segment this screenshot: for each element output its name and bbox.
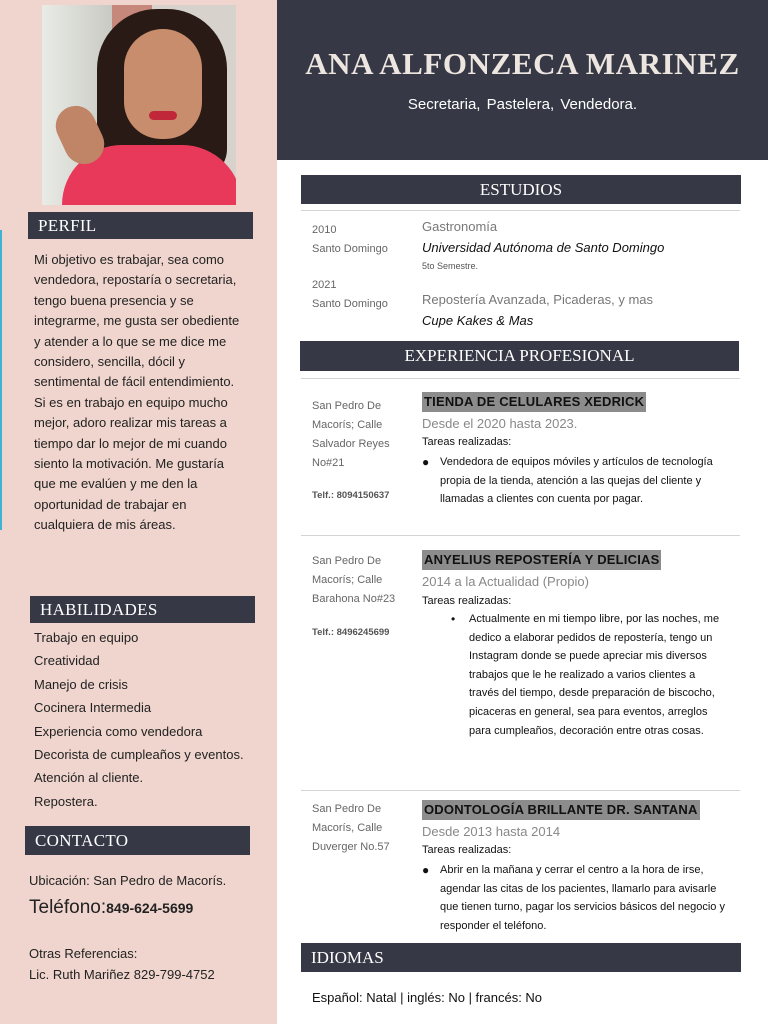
divider <box>301 535 740 536</box>
education-meta <box>312 276 388 314</box>
skills-list <box>34 626 244 813</box>
profile-photo <box>42 5 236 205</box>
job-phone: Telf.: 8094150637 <box>312 490 390 501</box>
skill-item: Repostera. <box>34 793 98 809</box>
divider <box>301 790 740 791</box>
languages-text: Español: Natal | inglés: No | francés: No <box>312 990 543 1005</box>
references-label: Otras Referencias: <box>29 946 138 961</box>
job-company: ANYELIUS REPOSTERÍA Y DELICIAS <box>422 550 661 570</box>
contact-location: Ubicación: San Pedro de Macorís. <box>29 873 227 888</box>
contact-phone <box>29 897 193 919</box>
job-period: Desde 2013 hasta 2014 <box>422 824 561 839</box>
skill-item: Decorista de cumpleaños y eventos. <box>34 746 244 762</box>
candidate-name: ANA ALFONZECA MARINEZ <box>305 46 740 81</box>
job-period: 2014 a la Actualidad (Propio) <box>422 574 589 589</box>
education-meta <box>312 221 388 259</box>
bullet-icon: ● <box>422 863 430 877</box>
education-heading: ESTUDIOS <box>301 175 741 204</box>
job-location: San Pedro De Macorís; Calle Salvador Reyes No#21 <box>312 400 390 469</box>
phone-label: Teléfono: <box>29 897 107 918</box>
job-phone: Telf.: 8496245699 <box>312 627 390 638</box>
education-note: 5to Semestre. <box>422 261 479 271</box>
divider <box>301 378 740 379</box>
bullet-icon: ● <box>422 455 430 469</box>
education-place: Santo Domingo <box>312 243 388 255</box>
skill-item: Manejo de crisis <box>34 676 128 692</box>
skill-item: Atención al cliente. <box>34 770 144 786</box>
phone-number: 849-624-5699 <box>106 900 194 916</box>
job-task-text: Vendedora de equipos móviles y artículos de tecnología propia de la tienda, atención a las quejas del cliente y llamadas a clientes con cuenta por pagar. <box>440 456 713 506</box>
perfil-heading: PERFIL <box>28 212 253 239</box>
education-title: Repostería Avanzada, Picaderas, y mas <box>422 292 653 307</box>
job-period: Desde el 2020 hasta 2023. <box>422 416 578 431</box>
education-place: Santo Domingo <box>312 298 388 310</box>
education-title: Gastronomía <box>422 219 498 234</box>
education-institution: Cupe Kakes & Mas <box>422 313 534 328</box>
skill-item: Creatividad <box>34 653 100 669</box>
education-year: 2021 <box>312 279 337 291</box>
bullet-icon: • <box>451 612 456 626</box>
languages-heading: IDIOMAS <box>301 943 741 972</box>
sidebar <box>0 0 277 1024</box>
job-task <box>422 861 735 935</box>
job-task <box>451 610 724 740</box>
job-company: ODONTOLOGÍA BRILLANTE DR. SANTANA <box>422 800 700 820</box>
skill-item: Experiencia como vendedora <box>34 723 203 739</box>
experience-heading: EXPERIENCIA PROFESIONAL <box>300 341 739 371</box>
candidate-subtitle: Secretaria, Pastelera, Vendedora. <box>407 96 638 113</box>
job-task-text: Abrir en la mañana y cerrar el centro a la hora de irse, agendar las citas de los pacientes, llamarlo para avisarle que tienen turno, pagar los servicios básicos del negocio y responder el teléfono. <box>440 864 725 932</box>
job-company: TIENDA DE CELULARES XEDRICK <box>422 392 646 412</box>
perfil-text: Mi objetivo es trabajar, sea como vendedora, repostaría o secretaria, tengo buena presencia y se integrarme, me gusta ser obediente y atender a lo que se me dice me considero, sencilla, dócil y sentimental de fácil entendimiento. Si es en trabajo en equipo mucho mejor, adoro realizar mis tareas a tiempo dar lo mejor de mi cuando siento la motivación. Me gustaría que me evalúen y me den la oportunidad de trabajar en cualquiera de mis áreas. <box>34 252 240 533</box>
skills-heading: HABILIDADES <box>30 596 255 623</box>
education-institution: Universidad Autónoma de Santo Domingo <box>422 240 665 255</box>
education-year: 2010 <box>312 224 337 236</box>
contact-heading: CONTACTO <box>25 826 250 855</box>
edge-accent-line <box>0 230 2 530</box>
job-location: San Pedro De Macorís, Calle Duverger No.57 <box>312 803 390 853</box>
tasks-label: Tareas realizadas: <box>422 595 512 607</box>
tasks-label: Tareas realizadas: <box>422 844 512 856</box>
job-task-text: Actualmente en mi tiempo libre, por las noches, me dedico a elaborar pedidos de repostería, tengo un Instagram donde se puede apreciar mis diversos trabajos que le he realizado a varios clientes a través del tiempo, desde preparación de biscocho, picaceras en general, sea para eventos, arreglos para cumpleaños, decoración entre otras cosas. <box>469 613 720 737</box>
reference-item: Lic. Ruth Mariñez 829-799-4752 <box>29 967 215 982</box>
tasks-label: Tareas realizadas: <box>422 436 512 448</box>
job-task <box>422 453 735 509</box>
job-location: San Pedro De Macorís; Calle Barahona No#23 <box>312 555 396 605</box>
skill-item: Cocinera Intermedia <box>34 700 152 716</box>
divider <box>301 210 740 211</box>
skill-item: Trabajo en equipo <box>34 630 139 645</box>
